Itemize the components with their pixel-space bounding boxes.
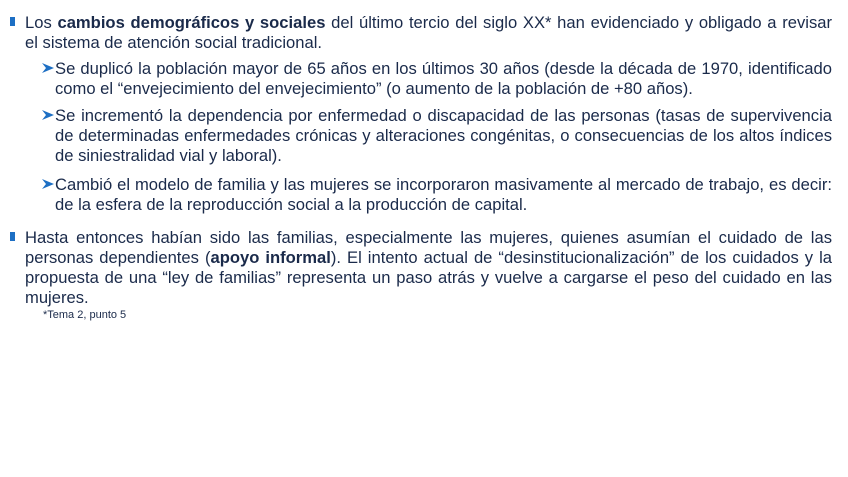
square-bullet-icon [10,17,15,26]
bullet-text-post: ). El intento actual de “desinstitucionalización” de los cuidados y la propuesta de una “ley de familias” representa un paso atrás y vuelve a cargarse el peso del cuidado en las mujeres. [25,248,833,307]
subbullet-text: Se incrementó la dependencia por enfermedad o discapacidad de las personas (tasas de supervivencia de determinadas enfermedades crónicas y alteraciones congénitas, o consecuencias de los altos índices de siniestralidad vial y laboral). [55,106,832,165]
bullet-text [25,228,832,308]
bullet-text-bold: cambios demográficos y sociales [57,13,326,32]
arrow-bullet-icon [41,108,55,122]
bullet-text-pre: Los [25,13,58,32]
subbullet-text: Cambió el modelo de familia y las mujeres se incorporaron masivamente al mercado de trabajo, es decir: de la esfera de la reproducción social a la producción de capital. [55,175,832,214]
bullet-informal-support [10,228,832,308]
subbullet-population-doubled [40,59,832,99]
bullet-text-pre: Hasta entonces habían sido las familias, especialmente las mujeres, quienes asumían el cuidado de las personas dependientes ( [25,228,832,267]
arrow-bullet-icon [41,177,55,191]
subbullet-family-model [40,175,832,215]
square-bullet-icon [10,232,15,241]
bullet-demographic-changes [10,13,832,53]
footnote: *Tema 2, punto 5 [43,309,127,321]
subbullet-text: Se duplicó la población mayor de 65 años en los últimos 30 años (desde la década de 1970, identificado como el “envejecimiento del envejecimiento” (o aumento de la población de +80 años). [55,59,832,98]
subbullet-dependency-increase [40,106,832,166]
bullet-text-post: del último tercio del siglo XX* han evidenciado y obligado a revisar el sistema de atención social tradicional. [25,13,832,52]
bullet-text-bold: apoyo informal [210,248,331,267]
bullet-text [25,13,832,53]
arrow-bullet-icon [41,61,55,75]
